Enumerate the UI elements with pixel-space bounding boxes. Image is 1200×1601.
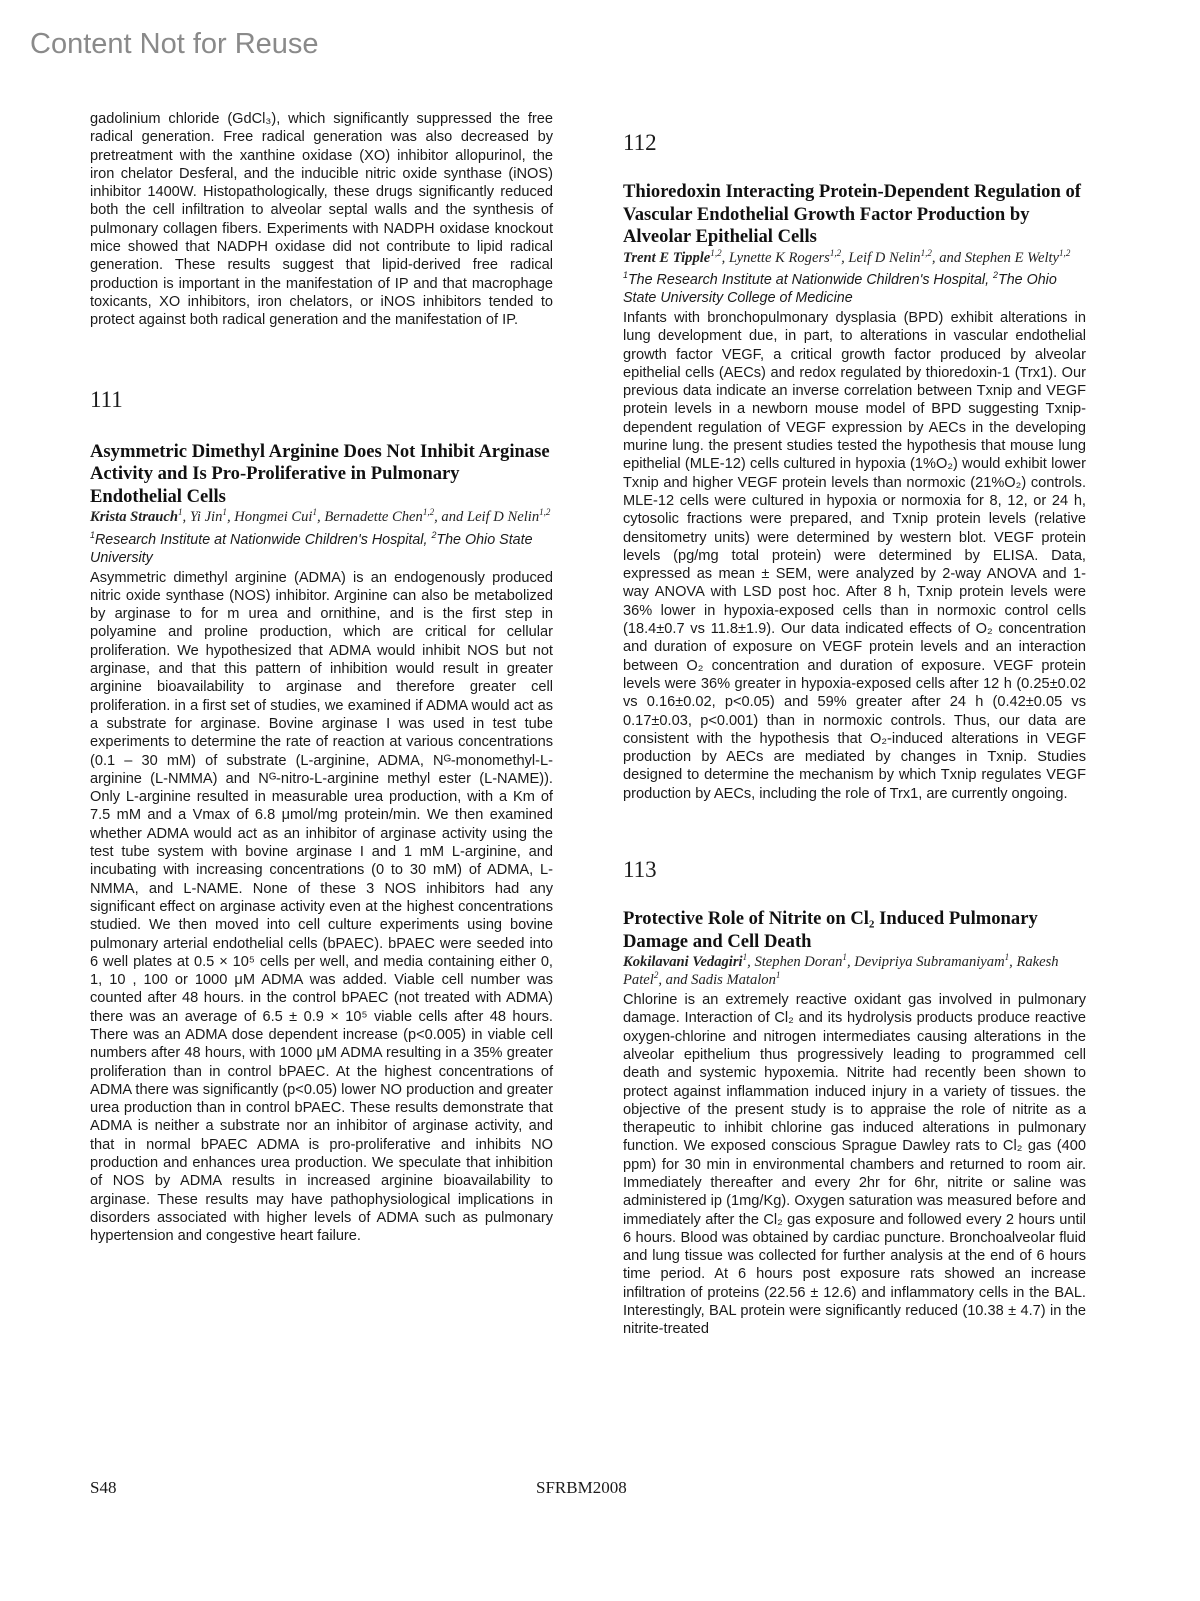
affil-text: The Ohio State University (90, 531, 533, 566)
author-sup: 1,2 (539, 507, 551, 518)
affil-text: The Research Institute at Nationwide Children's Hospital, (627, 272, 994, 288)
affil-sup: 2 (431, 529, 437, 540)
abstract-112 (623, 130, 1086, 803)
affil-text: The Ohio State University College of Medicine (623, 272, 1057, 306)
watermark: Content Not for Reuse (30, 28, 319, 60)
abstract-title: Protective Role of Nitrite on Cl₂ Induced Pulmonary Damage and Cell Death (623, 908, 1038, 952)
abstract-affiliation (90, 531, 553, 567)
abstract-body: Asymmetric dimethyl arginine (ADMA) is an endogenously produced nitric oxide synthase (NOS) inhibitor. Arginine can also be metabolized by arginase to for m urea and ornithine, and is the first step in polyamine and proline production, which are critical for cellular proliferation. We hypothesized that ADMA would inhibit NOS but not arginase, and that this pattern of inhibition would result in greater arginine bioavailability to arginase and therefore greater cell proliferation. in a first set of studies, we examined if ADMA would act as a substrate for arginase. Bovine arginase I was used in test tube experiments to determine the rate of reaction at various concentrations (0.1 – 30 mM) of substrate (L-arginine, ADMA, Nᴳ-monomethyl-L-arginine (L-NMMA) and Nᴳ-nitro-L-arginine methyl ester (L-NAME)). Only L-arginine resulted in measurable urea production, with a Km of 7.5 mM and a Vmax of 6.8 μmol/mg protein/min. We then examined whether ADMA would act as an inhibitor of arginase activity using the test tube system with bovine arginase I and 1 mM L-arginine, and incubating with increasing concentrations (0 to 30 mM) of ADMA, L-NMMA, and L-NAME. None of these 3 NOS inhibitors had any significant effect on arginase activity even at the highest concentrations studied. We then moved into cell culture experiments using bovine pulmonary arterial endothelial cells (bPAEC). bPAEC were seeded into 6 well plates at 0.5 × 10⁵ cells per well, and media containing either 0, 1, 10 , 100 or 1000 μM ADMA was added. Viable cell number was counted after 48 hours. in the control bPAEC (not treated with ADMA) there was an average of 6.5 ± 0.9 × 10⁵ viable cells after 48 hours. There was an ADMA dose dependent increase (p<0.005) in viable cell numbers after 48 hours, with 1000 μM ADMA resulting in a 35% greater proliferation than in control bPAEC. At the highest concentrations of ADMA there was significantly (p<0.05) lower NO production and greater urea production than in control bPAEC. These results demonstrate that ADMA is neither a substrate nor an inhibitor of arginase activity, and that in normal bPAEC ADMA is pro-proliferative and inhibits NO production and enhances urea production. We speculate that inhibition of NOS by ADMA results in increased arginine bioavailability to arginase. These results may have pathophysiological implications in disorders associated with higher levels of ADMA such as pulmonary hypertension and congestive heart failure. (90, 569, 553, 1245)
author: , Leif D Nelin (841, 249, 921, 266)
affil-sup: 1 (90, 529, 95, 540)
author: , Devipriya Subramaniyam (846, 954, 1005, 971)
author-sup: 1 (1004, 952, 1010, 963)
abstract-authors (623, 247, 1086, 268)
abstract-authors (623, 954, 1086, 989)
author-sup: 1,2 (920, 247, 932, 258)
author-sup: 2 (653, 969, 659, 980)
author-sup: 1 (842, 952, 847, 963)
author: , Hongmei Cui (226, 509, 313, 526)
author: , Rakesh Patel (623, 954, 1059, 988)
author-sup: 1,2 (710, 247, 722, 258)
abstract-affiliation (623, 271, 1086, 307)
author-sup: 1 (222, 507, 227, 518)
affil-sup: 1 (623, 270, 628, 281)
first-author: Kokilavani Vedagiri (623, 954, 743, 971)
left-column (90, 110, 553, 1246)
author: , and Stephen E Welty (931, 249, 1060, 266)
affil-text: Research Institute at Nationwide Children's Hospital, (94, 531, 432, 548)
author-sup: 1,2 (829, 247, 842, 258)
abstract-number: 111 (90, 386, 123, 412)
author-sup: 1 (312, 507, 318, 518)
affil-sup: 2 (993, 270, 998, 281)
abstract-111 (90, 387, 553, 1246)
first-author: Krista Strauch (90, 509, 179, 526)
abstract-body: Infants with bronchopulmonary dysplasia (BPD) exhibit alterations in lung development due, in part, to alterations in vascular endothelial growth factor VEGF, a critical growth factor produced by alveolar epithelial cells (AECs) and redox regulated by thioredoxin-1 (Trx1). Our previous data indicate an inverse correlation between Txnip and VEGF protein levels in a newborn mouse model of BPD suggesting Txnip-dependent regulation of VEGF expression by AECs in the developing murine lung. the present studies tested the hypothesis that mouse lung epithelial (MLE-12) cells cultured in hypoxia (1%O₂) would exhibit lower Txnip and higher VEGF protein levels than normoxic (21%O₂) controls. MLE-12 cells were cultured in hypoxia or normoxia for 8, 12, or 24 h, cytosolic fractions were prepared, and Txnip protein levels (relative densitometry units) were determined by western blot. VEGF protein levels (pg/mg total protein) were determined by ELISA. Data, expressed as mean ± SEM, were analyzed by 2-way ANOVA and 1-way ANOVA with LSD post hoc. After 8 h, Txnip protein levels were 36% lower in hypoxia-exposed cells than in normoxic control cells (18.4±0.7 vs 11.8±1.9). Our data indicated effects of O₂ concentration and duration of exposure on VEGF protein levels and an interaction between O₂ concentration and duration of exposure. VEGF protein levels were 36% greater in hypoxia-exposed cells after 12 h (0.25±0.02 vs 0.16±0.02, p<0.05) and 59% greater after 24 h (0.42±0.05 vs 0.17±0.03, p<0.001) than in normoxic controls. Thus, our data are consistent with the hypothesis that O₂-induced alterations in VEGF production by AECs are mediated by changes in Txnip. Studies designed to determine the mechanism by which Txnip regulates VEGF production by AECs, including the role of Trx1, are currently ongoing. (623, 310, 1086, 802)
author-sup: 1,2 (1059, 247, 1071, 258)
abstract-number: 113 (623, 857, 657, 883)
author-sup: 1 (742, 952, 748, 963)
abstract-authors (90, 509, 553, 527)
continuation-paragraph: gadolinium chloride (GdCl₃), which significantly suppressed the free radical generation. Free radical generation was also decreased by pretreatment with the xanthine oxidase (XO) inhibitor allopurinol, the iron chelator Desferal, and the inducible nitric oxide synthase (iNOS) inhibitor 1400W. Histopathologically, these drugs significantly reduced both the cell infiltration to alveolar septal walls and the synthesis of pulmonary collagen fibers. Experiments with NADPH oxidase knockout mice showed that NADPH oxidase did not contribute to lipid radical generation. These results suggest that lipid-derived free radical production is important in the manifestation of IP and that macrophage toxicants, XO inhibitors, iron chelators, or iNOS inhibitors tended to protect against both radical generation and the manifestation of IP. (90, 111, 553, 329)
abstract-number: 112 (623, 130, 657, 155)
first-author: Trent E Tipple (623, 249, 711, 266)
abstract-113 (623, 857, 1086, 1339)
author-sup: 1 (178, 507, 183, 518)
right-column (623, 130, 1086, 1339)
author: , Lynette K Rogers (721, 249, 830, 266)
journal-name: SFRBM2008 (536, 1478, 627, 1497)
author: , Stephen Doran (747, 954, 843, 971)
author-sup: 1 (775, 969, 781, 980)
page-number: S48 (90, 1478, 117, 1497)
author: , and Sadis Matalon (658, 971, 776, 988)
author: , Yi Jin (182, 509, 223, 526)
author-sup: 1,2 (422, 507, 435, 518)
abstract-body: Chlorine is an extremely reactive oxidant gas involved in pulmonary damage. Interaction of Cl₂ and its hydrolysis products produce reactive oxygen-chlorine and nitrogen intermediates causing alterations in the alveolar epithelium thus progressively leading to programmed cell death and systemic hypoxemia. Nitrite had recently been shown to protect against inflammation induced injury in a variety of tissues. the objective of the present study is to appraise the role of nitrite as a therapeutic to inhibit chlorine gas induced alterations in pulmonary function. We exposed conscious Sprague Dawley rats to Cl₂ gas (400 ppm) for 30 min in environmental chambers and returned to room air. Immediately thereafter and every 2hr for 6hr, nitrite or saline was administered ip (1mg/Kg). Oxygen saturation was measured before and immediately after the Cl₂ gas exposure and followed every 2 hours until 6 hours. Blood was obtained by cardiac puncture. Bronchoalveolar fluid and lung tissue was collected for further analysis at the end of 6 hours time period. At 6 hours post exposure rats showed an increase infiltration of proteins (22.56 ± 12.6) and inflammatory cells in the BAL. Interestingly, BAL protein were significantly reduced (10.38 ± 4.7) in the nitrite-treated (623, 992, 1086, 1338)
author: , and Leif D Nelin (434, 509, 540, 526)
abstract-title: Asymmetric Dimethyl Arginine Does Not Inhibit Arginase Activity and Is Pro-Proliferative in Pulmonary Endothelial Cells (90, 440, 550, 507)
author: , Bernadette Chen (317, 509, 423, 526)
abstract-title: Thioredoxin Interacting Protein-Dependent Regulation of Vascular Endothelial Growth Factor Production by Alveolar Epithelial Cells (623, 181, 1081, 247)
